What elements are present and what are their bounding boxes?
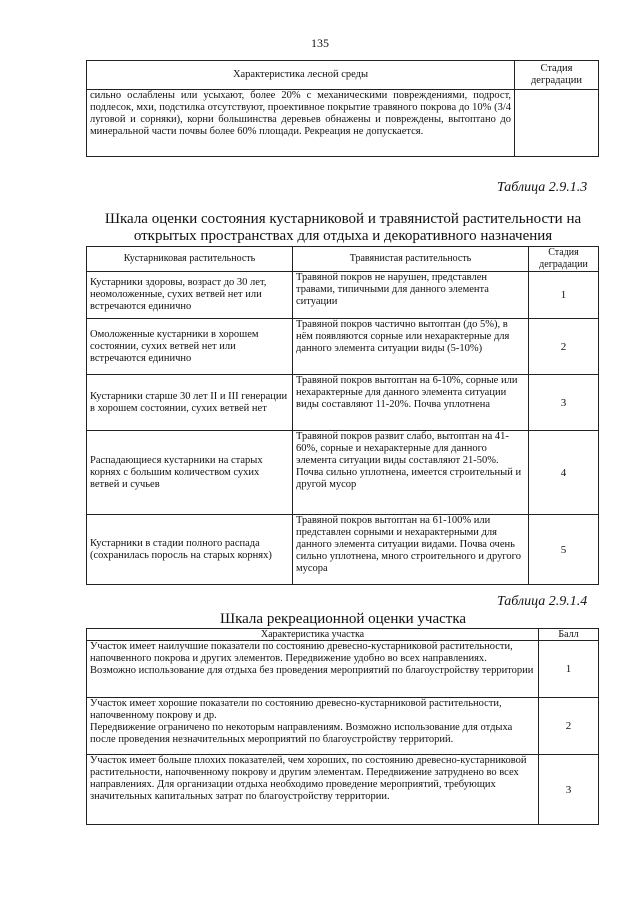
site-characteristic-cell: Участок имеет наилучшие показатели по состоянию древесно-кустарниковой растительности, напочвенного покрова и других элементов. Передвижение удобно во всех направлениях. Возможно использование для отдыха без проведения мероприятий по благоустройству территории (87, 641, 539, 698)
grass-cell: Травяной покров вытоптан на 6-10%, сорные или нехарактерные для данного элемента ситуации виды составляют 11-20%. Почва уплотнена (293, 375, 529, 431)
table-row (87, 319, 599, 375)
forest-characteristic-cell: сильно ослаблены или усыхают, более 20% с механическими повреждениями, подрост, подлесок, мхи, подстилка отсутствуют, проективное покрытие травяного покрова до 10% (3/4 луговой и сорняки), корни большинства деревьев обнажены и повреждены, вытоптано до минеральной части почвы более 60% площади. Рекреация не допускается. (87, 90, 515, 157)
site-characteristic-text: Участок имеет хорошие показатели по состоянию древесно-кустарниковой растительности, напочвенному покрову и др. (90, 698, 502, 721)
table-row (87, 375, 599, 431)
column-header-shrub: Кустарниковая растительность (87, 247, 293, 272)
column-header-characteristic: Характеристика лесной среды (87, 61, 515, 90)
shrub-grass-table (86, 246, 599, 585)
grass-text-soil: Почва сильно уплотнена, имеется строительный и другой мусор (296, 467, 522, 490)
table-row (87, 755, 599, 825)
stage-cell (515, 90, 599, 157)
shrub-cell: Омоложенные кустарники в хорошем состоянии, сухих ветвей нет или встречаются единично (87, 319, 293, 375)
grass-text: Травяной покров развит слабо, вытоптан на 41-60%, сорные и нехарактерные для данного элемента ситуации виды составляют 21-50%. (296, 431, 509, 466)
site-characteristic-cell (87, 698, 539, 755)
shrub-cell: Распадающиеся кустарники на старых корнях с большим количеством сухих ветвей и сучьев (87, 431, 293, 515)
stage-cell: 2 (529, 319, 599, 375)
table-row (87, 515, 599, 585)
table-row (87, 272, 599, 319)
table-row (87, 641, 599, 698)
column-header-score: Балл (539, 629, 599, 641)
grass-cell: Травяной покров частично вытоптан (до 5%), в нём появляются сорные или нехарактерные для данного элемента ситуации виды (5-10%) (293, 319, 529, 375)
grass-cell: Травяной покров вытоптан на 61-100% или представлен сорными и нехарактерными для данного элемента ситуации видами. Почва очень сильно уплотнена, много строительного и другого мусора (293, 515, 529, 585)
site-characteristic-text-movement: Передвижение ограничено по некоторым направлениям. Возможно использование для отдыха после проведения незначительных мероприятий по благоустройству территорий. (90, 722, 513, 745)
stage-cell: 1 (529, 272, 599, 319)
table-row (87, 698, 599, 755)
column-header-stage: Стадия деградации (529, 247, 599, 272)
table-caption-2-9-1-4: Таблица 2.9.1.4 (497, 594, 588, 609)
column-header-characteristic: Характеристика участка (87, 629, 539, 641)
shrub-cell: Кустарники здоровы, возраст до 30 лет, неомоложенные, сухих ветвей нет или встречаются единично (87, 272, 293, 319)
table-title-2-9-1-3-line1: Шкала оценки состояния кустарниковой и травянистой растительности на (104, 211, 582, 227)
stage-cell: 5 (529, 515, 599, 585)
score-cell: 2 (539, 698, 599, 755)
site-characteristic-cell: Участок имеет больше плохих показателей, чем хороших, по состоянию древесно-кустарниковой растительности, напочвенному покрову и другим элементам. Передвижение затруднено во всех направлениях. Для организации отдыха необходимо проведение мероприятий, требующих значительных капитальных затрат по благоустройству территории. (87, 755, 539, 825)
table-header-row (87, 61, 599, 90)
shrub-cell: Кустарники в стадии полного распада (сохранилась поросль на старых корнях) (87, 515, 293, 585)
table-caption-2-9-1-3: Таблица 2.9.1.3 (497, 180, 588, 195)
grass-cell (293, 431, 529, 515)
recreation-score-table (86, 628, 599, 825)
column-header-grass: Травянистая растительность (293, 247, 529, 272)
shrub-cell: Кустарники старше 30 лет II и III генерации в хорошем состоянии, сухих ветвей нет (87, 375, 293, 431)
column-header-stage: Стадия деградации (515, 61, 599, 90)
table-header-row (87, 629, 599, 641)
forest-environment-table (86, 60, 599, 157)
table-row (87, 431, 599, 515)
page-number: 135 (311, 36, 329, 50)
table-row (87, 90, 599, 157)
table-title-2-9-1-4: Шкала рекреационной оценки участка (219, 611, 467, 627)
score-cell: 3 (539, 755, 599, 825)
stage-cell: 4 (529, 431, 599, 515)
stage-cell: 3 (529, 375, 599, 431)
grass-cell: Травяной покров не нарушен, представлен травами, типичными для данного элемента ситуации (293, 272, 529, 319)
table-title-2-9-1-3-line2: открытых пространствах для отдыха и декоративного назначения (133, 228, 553, 244)
score-cell: 1 (539, 641, 599, 698)
table-header-row (87, 247, 599, 272)
